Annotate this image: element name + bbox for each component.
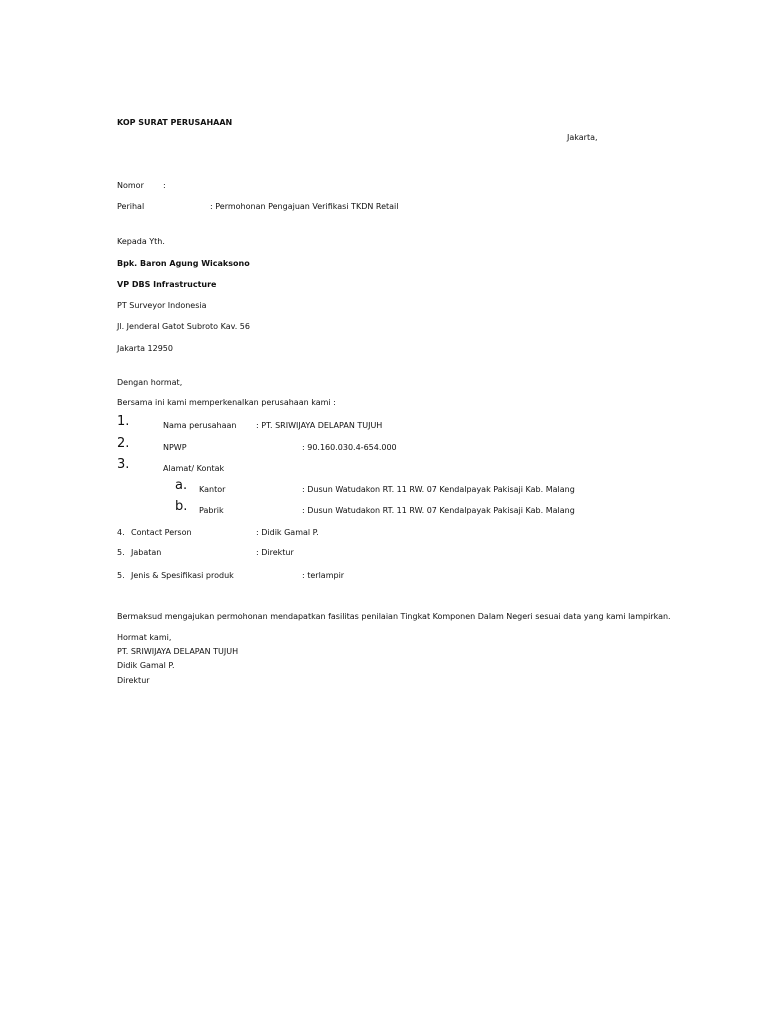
list-item-number: 1.: [117, 414, 130, 429]
list-item-number: 2.: [117, 436, 130, 451]
list-item-number: 5.: [117, 571, 125, 580]
intro-text: Bersama ini kami memperkenalkan perusahaan kami :: [117, 398, 336, 407]
place-date: Jakarta,: [567, 133, 598, 142]
nomor-label: Nomor: [117, 181, 144, 190]
sublist-item-letter: b.: [175, 499, 188, 514]
greeting: Dengan hormat,: [117, 378, 183, 387]
recipient-salutation: Kepada Yth.: [117, 237, 165, 246]
sublist-item-label: Kantor: [199, 485, 226, 494]
recipient-address: Jl. Jenderal Gatot Subroto Kav. 56: [117, 322, 250, 331]
list-item-label: NPWP: [163, 443, 187, 452]
list-item-label: Jenis & Spesifikasi produk: [131, 571, 234, 580]
sublist-item-label: Pabrik: [199, 506, 224, 515]
letterhead: KOP SURAT PERUSAHAAN: [117, 118, 233, 127]
signature-name: Didik Gamal P.: [117, 661, 175, 670]
list-item-label: Jabatan: [131, 548, 162, 557]
list-item-label: Contact Person: [131, 528, 192, 537]
list-item-label: Alamat/ Kontak: [163, 464, 225, 473]
sublist-item-letter: a.: [175, 478, 188, 493]
list-item-value: : terlampir: [302, 571, 345, 580]
recipient-title: VP DBS Infrastructure: [117, 280, 217, 289]
list-item-value: : PT. SRIWIJAYA DELAPAN TUJUH: [256, 421, 383, 430]
perihal-value: : Permohonan Pengajuan Verifikasi TKDN Retail: [210, 202, 399, 211]
sublist-item-value: : Dusun Watudakon RT. 11 RW. 07 Kendalpayak Pakisaji Kab. Malang: [302, 506, 575, 515]
signature-regards: Hormat kami,: [117, 633, 172, 642]
sublist-item-value: : Dusun Watudakon RT. 11 RW. 07 Kendalpayak Pakisaji Kab. Malang: [302, 485, 575, 494]
list-item-value: : Direktur: [256, 548, 294, 557]
nomor-separator: :: [163, 181, 166, 190]
list-item-number: 4.: [117, 528, 125, 537]
list-item-label: Nama perusahaan: [163, 421, 237, 430]
recipient-company: PT Surveyor Indonesia: [117, 301, 207, 310]
signature-company: PT. SRIWIJAYA DELAPAN TUJUH: [117, 647, 239, 656]
perihal-label: Perihal: [117, 202, 145, 211]
recipient-name: Bpk. Baron Agung Wicaksono: [117, 259, 250, 268]
closing-paragraph: Bermaksud mengajukan permohonan mendapatkan fasilitas penilaian Tingkat Komponen Dalam Negeri sesuai data yang kami lampirkan.: [117, 612, 671, 621]
list-item-number: 3.: [117, 457, 130, 472]
list-item-value: : Didik Gamal P.: [256, 528, 319, 537]
list-item-number: 5.: [117, 548, 125, 557]
signature-position: Direktur: [117, 676, 150, 685]
recipient-city: Jakarta 12950: [117, 344, 173, 353]
list-item-value: : 90.160.030.4-654.000: [302, 443, 397, 452]
